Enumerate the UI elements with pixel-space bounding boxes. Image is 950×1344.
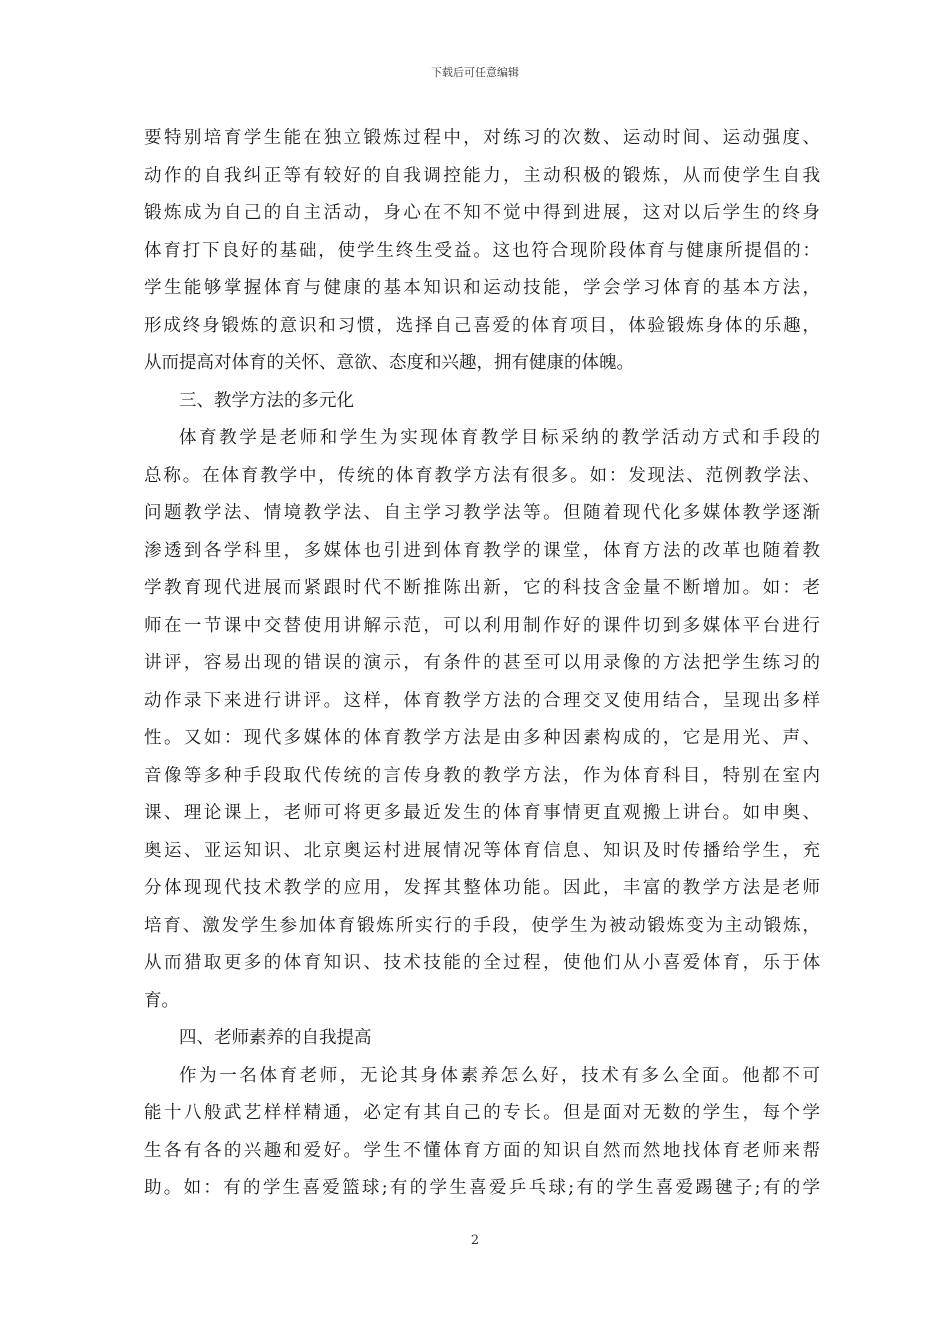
section-heading: 三、教学方法的多元化: [179, 390, 354, 411]
text-line: 要特别培育学生能在独立锻炼过程中，对练习的次数、运动时间、运动强度、: [144, 128, 820, 148]
text-line: 讲评，容易出现的错误的演示，有条件的甚至可以用录像的方法把学生练习的: [144, 653, 820, 673]
text-line: 形成终身锻炼的意识和习惯，选择自己喜爱的体育项目，体验锻炼身体的乐趣，: [144, 315, 820, 336]
text-line: 从而提高对体育的关怀、意欲、态度和兴趣，拥有健康的体魄。: [144, 353, 634, 373]
text-line: 生各有各的兴趣和爱好。学生不懂体育方面的知识自然而然地找体育老师来帮: [144, 1140, 820, 1161]
text-line: 课、理论课上，老师可将更多最近发生的体育事情更直观搬上讲台。如申奥、: [144, 803, 820, 823]
text-line: 培育、激发学生参加体育锻炼所实行的手段，使学生为被动锻炼变为主动锻炼，: [144, 915, 820, 936]
text-line: 总称。在体育教学中，传统的体育教学方法有很多。如：发现法、范例教学法、: [144, 465, 820, 486]
document-body: [144, 120, 820, 1208]
text-line: 音像等多种手段取代传统的言传身教的教学方法，作为体育科目，特别在室内: [144, 765, 820, 786]
text-line: 助。如：有的学生喜爱篮球;有的学生喜爱乒乓球;有的学生喜爱踢毽子;有的学: [144, 1178, 820, 1198]
text-line: 学生能够掌握体育与健康的基本知识和运动技能，学会学习体育的基本方法，: [144, 278, 820, 298]
text-line: 奥运、亚运知识、北京奥运村进展情况等体育信息、知识及时传播给学生，充: [144, 840, 820, 861]
text-line: 问题教学法、情境教学法、自主学习教学法等。但随着现代化多媒体教学逐渐: [144, 503, 820, 523]
section-heading: 四、老师素养的自我提高: [179, 1028, 372, 1048]
text-line: 从而猎取更多的体育知识、技术技能的全过程，使他们从小喜爱体育，乐于体: [144, 953, 820, 973]
text-line: 学教育现代进展而紧跟时代不断推陈出新，它的科技含金量不断增加。如：老: [144, 578, 820, 598]
text-line: 性。又如：现代多媒体的体育教学方法是由多种因素构成的，它是用光、声、: [144, 728, 820, 748]
text-line: 渗透到各学科里，多媒体也引进到体育教学的课堂，体育方法的改革也随着教: [144, 540, 820, 561]
text-line: 分体现现代技术教学的应用，发挥其整体功能。因此，丰富的教学方法是老师: [144, 878, 820, 898]
text-line: 师在一节课中交替使用讲解示范，可以利用制作好的课件切到多媒体平台进行: [144, 615, 820, 636]
page-header: 下载后可任意编辑: [431, 66, 519, 79]
text-line: 动作的自我纠正等有较好的自我调控能力，主动积极的锻炼，从而使学生自我: [144, 165, 820, 186]
text-line: 育。: [144, 990, 179, 1011]
page-number: 2: [470, 1233, 480, 1248]
text-line: 体育打下良好的基础，使学生终生受益。这也符合现阶段体育与健康所提倡的：: [144, 240, 820, 261]
text-line: 锻炼成为自己的自主活动，身心在不知不觉中得到进展，这对以后学生的终身: [144, 203, 820, 223]
text-line: 能十八般武艺样样精通，必定有其自己的专长。但是面对无数的学生，每个学: [144, 1103, 820, 1123]
text-line: 体育教学是老师和学生为实现体育教学目标采纳的教学活动方式和手段的: [179, 428, 820, 448]
text-line: 作为一名体育老师，无论其身体素养怎么好，技术有多么全面。他都不可: [179, 1065, 820, 1086]
text-line: 动作录下来进行讲评。这样，体育教学方法的合理交叉使用结合，呈现出多样: [144, 690, 820, 711]
